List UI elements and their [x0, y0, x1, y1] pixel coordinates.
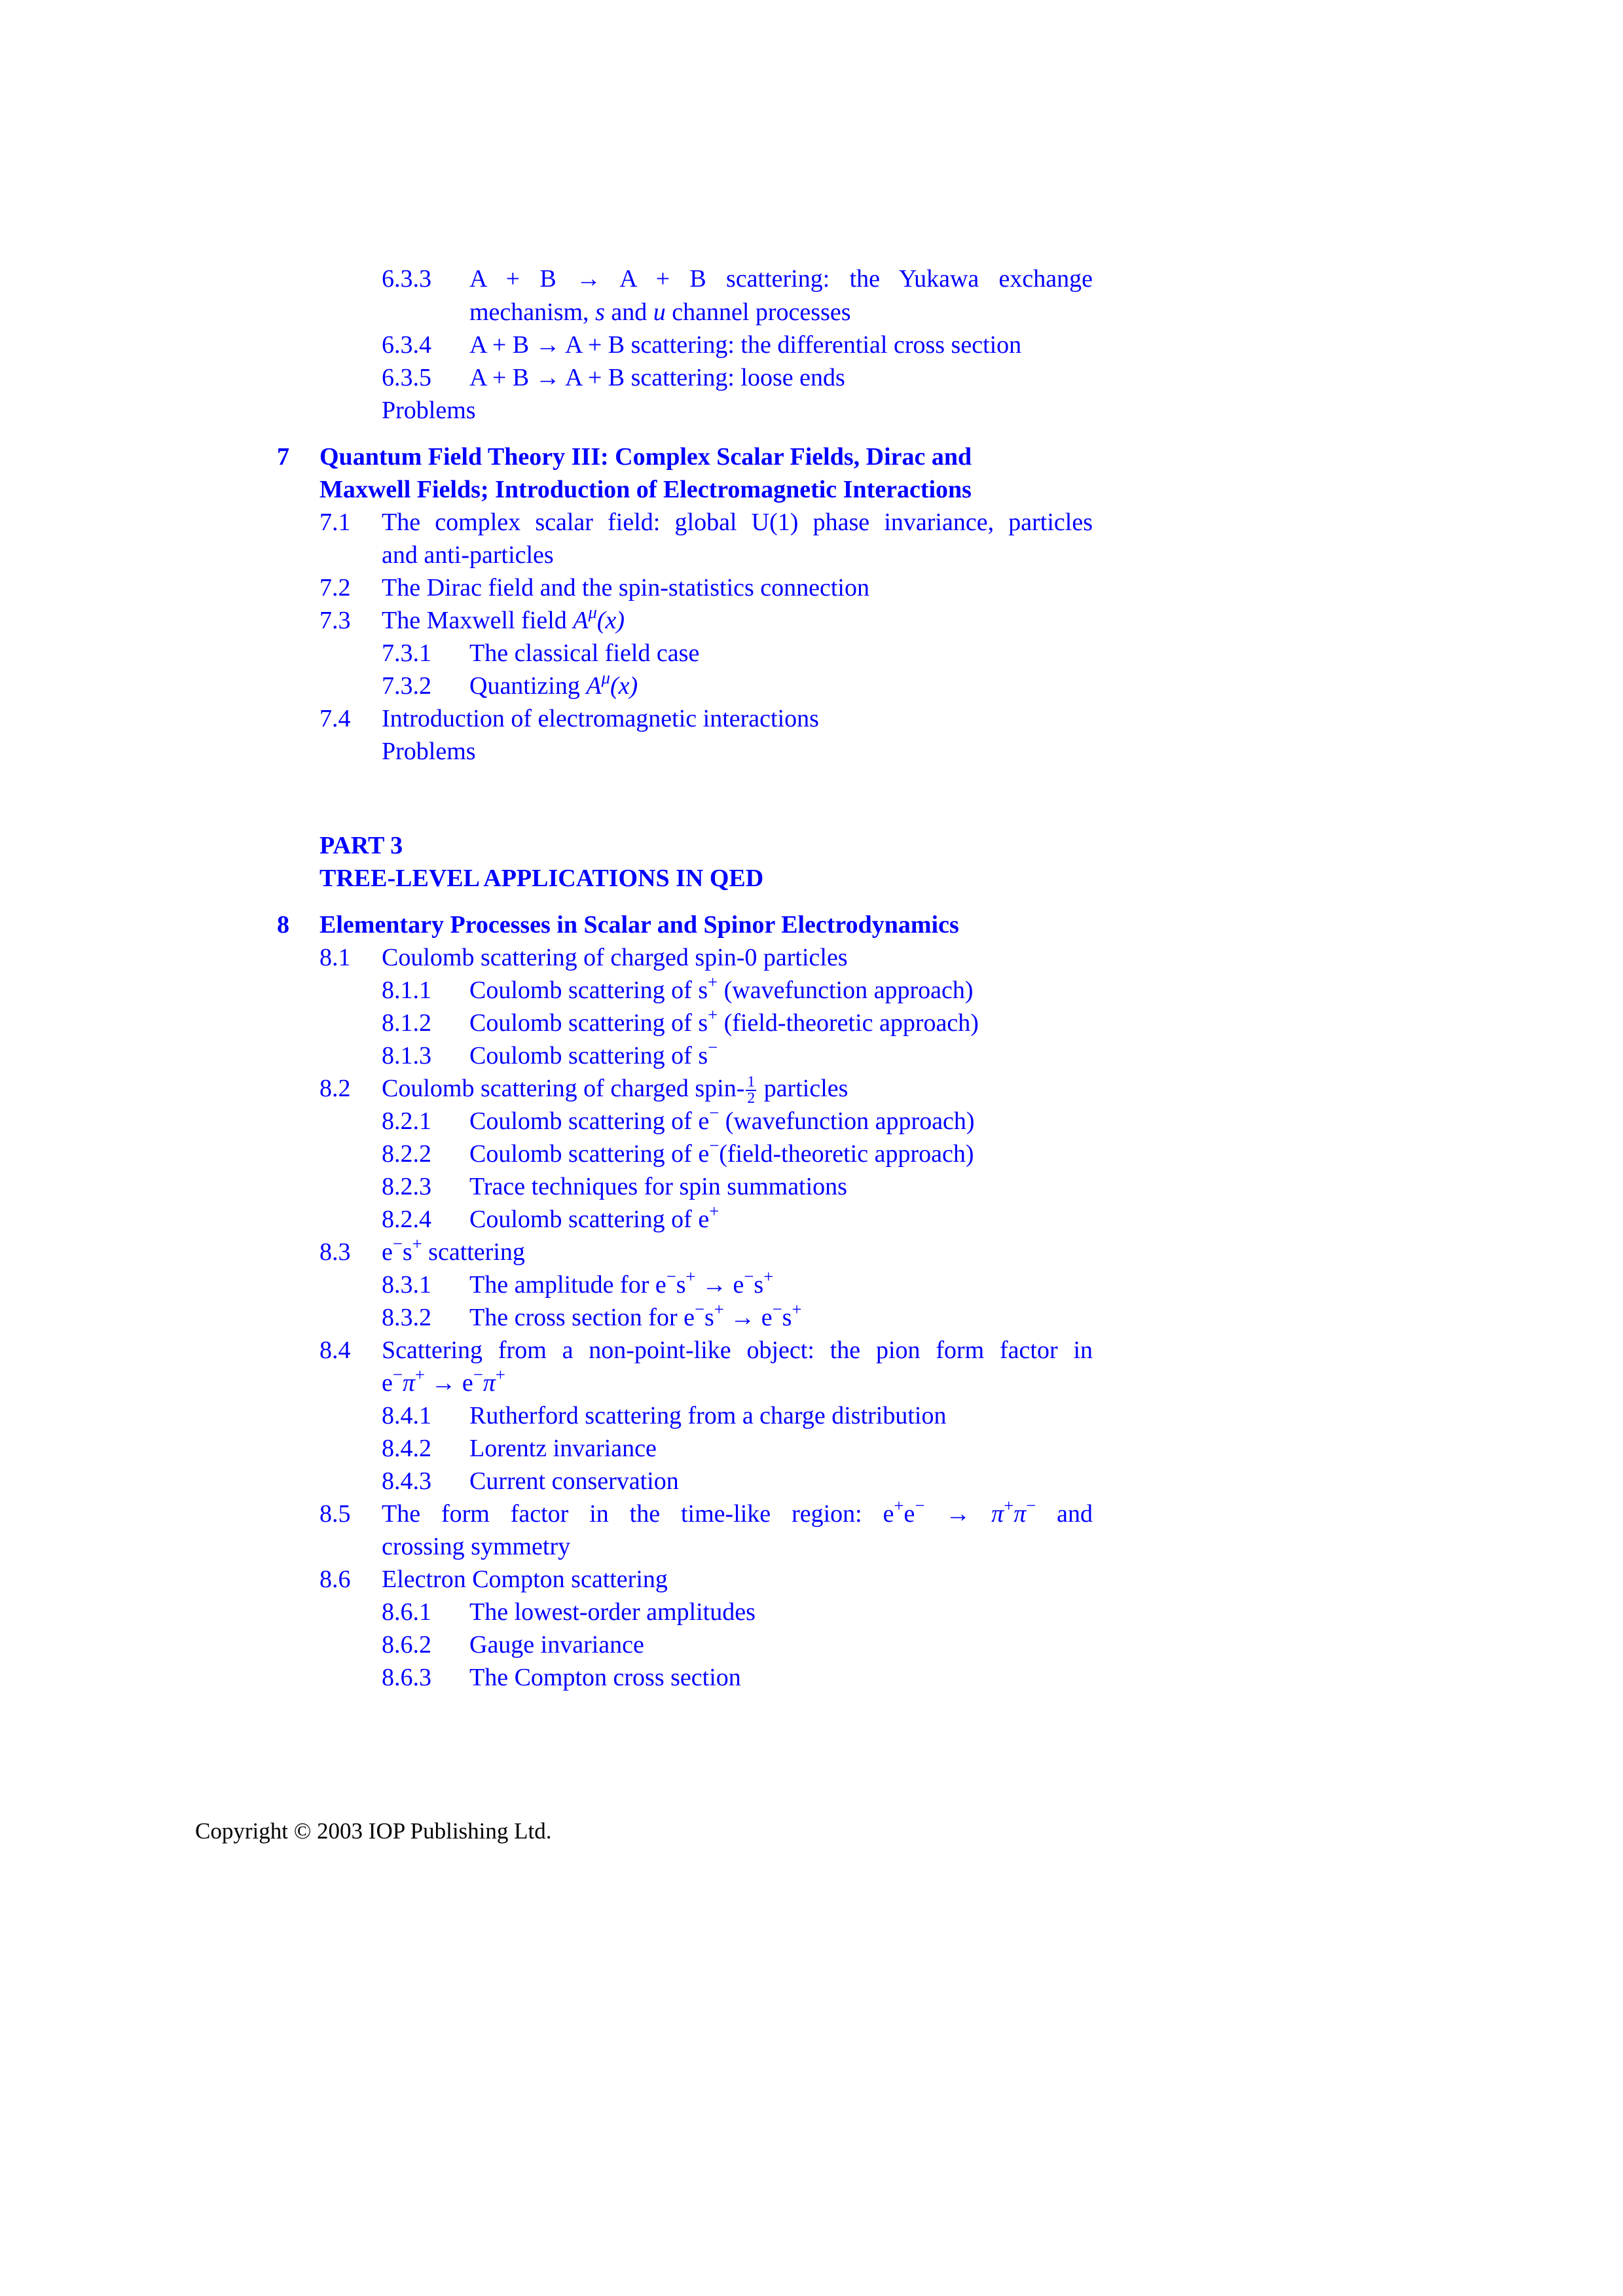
- section-title: Coulomb scattering of e− (wavefunction approach): [469, 1102, 975, 1135]
- section-title: Coulomb scattering of charged spin- $\frac{1}{2}$ particles: [382, 1073, 848, 1107]
- section-number: 6.3.4: [382, 331, 431, 359]
- section-title: The amplitude for e−s+ → e−s+: [469, 1266, 774, 1299]
- section-number: 7.4: [319, 705, 351, 732]
- section-title: The Dirac field and the spin-statistics connection: [382, 574, 869, 601]
- part-label: PART 3: [319, 832, 403, 859]
- section-number: 8.1.1: [382, 977, 431, 1004]
- section-title: The Compton cross section: [469, 1664, 741, 1691]
- section-number: 8.4.2: [382, 1435, 431, 1462]
- section-title: The cross section for e−s+ → e−s+: [469, 1299, 802, 1331]
- section-title: Coulomb scattering of s−: [469, 1037, 718, 1069]
- section-title: A + B → A + B scattering: loose ends: [469, 364, 845, 391]
- section-number: 8.2.2: [382, 1140, 431, 1168]
- section-title: Trace techniques for spin summations: [469, 1173, 847, 1200]
- section-number: 8.6: [319, 1566, 351, 1593]
- section-title: Coulomb scattering of charged spin-0 particles: [382, 944, 848, 971]
- section-number: 8.3.1: [382, 1271, 431, 1299]
- chapter-title: Elementary Processes in Scalar and Spinor Electrodynamics: [319, 911, 959, 939]
- section-title: Scattering from a non-point-like object: the pion form factor in: [382, 1336, 1093, 1364]
- section-number: 7.3: [319, 607, 351, 634]
- section-number: 8.2.4: [382, 1206, 431, 1233]
- section-title-cont: and anti-particles: [382, 541, 554, 569]
- section-number: 8.1.2: [382, 1009, 431, 1037]
- section-title-cont: e−π+ → e−π+: [382, 1364, 505, 1397]
- section-number: 7.1: [319, 509, 351, 536]
- section-title: Rutherford scattering from a charge distribution: [469, 1402, 947, 1429]
- section-title: Electron Compton scattering: [382, 1566, 668, 1593]
- section-number: 8.3: [319, 1238, 351, 1266]
- section-title: Introduction of electromagnetic interactions: [382, 705, 819, 732]
- part-title: TREE-LEVEL APPLICATIONS IN QED: [319, 865, 764, 892]
- section-title: Coulomb scattering of s+ (wavefunction approach): [469, 971, 974, 1004]
- one-half-fraction: $\frac{1}{2}$: [747, 1073, 756, 1107]
- section-number: 7.2: [319, 574, 351, 601]
- section-number: 8.2: [319, 1075, 351, 1102]
- section-title: Problems: [382, 738, 476, 765]
- section-number: 8.4.1: [382, 1402, 431, 1429]
- section-title-cont: crossing symmetry: [382, 1533, 571, 1560]
- section-number: 8.2.3: [382, 1173, 431, 1200]
- chapter-number: 8: [277, 911, 289, 939]
- section-title: Coulomb scattering of e−(field-theoretic approach): [469, 1135, 974, 1168]
- section-title: The classical field case: [469, 639, 700, 667]
- section-title: Problems: [382, 397, 476, 424]
- section-number: 8.6.3: [382, 1664, 431, 1691]
- section-title: The complex scalar field: global U(1) phase invariance, particles: [382, 509, 1093, 536]
- copyright-notice: Copyright © 2003 IOP Publishing Ltd.: [195, 1818, 552, 1844]
- section-title: Coulomb scattering of s+ (field-theoretic approach): [469, 1004, 979, 1037]
- section-number: 8.4: [319, 1336, 351, 1364]
- chapter-title: Quantum Field Theory III: Complex Scalar Fields, Dirac and: [319, 443, 972, 471]
- section-number: 8.2.1: [382, 1107, 431, 1135]
- section-number: 8.1: [319, 944, 351, 971]
- section-number: 8.6.1: [382, 1598, 431, 1626]
- section-title: e−s+ scattering: [382, 1233, 525, 1266]
- section-title: A + B → A + B scattering: the differential cross section: [469, 331, 1022, 359]
- section-number: 8.4.3: [382, 1467, 431, 1495]
- section-number: 8.1.3: [382, 1042, 431, 1069]
- section-title: Quantizing $A^\mu(x)$: [469, 667, 638, 700]
- section-title: Lorentz invariance: [469, 1435, 657, 1462]
- section-number: 8.5: [319, 1500, 351, 1528]
- section-title: The Maxwell field $A^\mu(x)$: [382, 601, 625, 634]
- chapter-number: 7: [277, 443, 289, 471]
- section-title: A + B → A + B scattering: the Yukawa exchange: [469, 265, 1093, 293]
- chapter-title-cont: Maxwell Fields; Introduction of Electromagnetic Interactions: [319, 476, 972, 503]
- section-number: 6.3.3: [382, 265, 431, 293]
- section-title: The lowest-order amplitudes: [469, 1598, 756, 1626]
- section-number: 8.6.2: [382, 1631, 431, 1659]
- section-title: Gauge invariance: [469, 1631, 644, 1659]
- section-title-cont: mechanism, s and u channel processes: [469, 298, 851, 326]
- section-title: Coulomb scattering of e+: [469, 1200, 720, 1233]
- section-title: Current conservation: [469, 1467, 679, 1495]
- section-number: 7.3.2: [382, 672, 431, 700]
- section-number: 8.3.2: [382, 1304, 431, 1331]
- section-number: 6.3.5: [382, 364, 431, 391]
- section-number: 7.3.1: [382, 639, 431, 667]
- section-title: The form factor in the time-like region: e+e− → π+π− and: [382, 1495, 1093, 1528]
